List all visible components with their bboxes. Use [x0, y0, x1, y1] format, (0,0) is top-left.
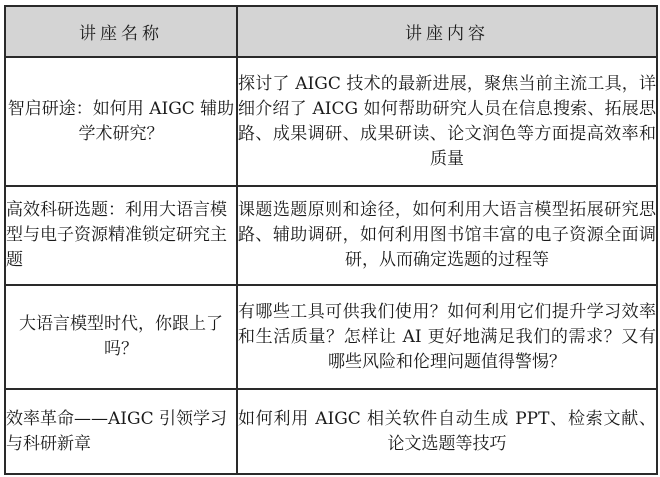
- lecture-content: 有哪些工具可供我们使用？如何利用它们提升学习效率和生活质量？怎样让 AI 更好地满足我们的需求？又有哪些风险和伦理问题值得警惕？: [238, 301, 656, 372]
- lecture-name: 效率革命——AIGC 引领学习与科研新章: [6, 408, 227, 454]
- table-row: [5, 285, 657, 389]
- lecture-content-cell: [237, 57, 657, 186]
- header-lecture-content: 讲座内容: [237, 6, 657, 57]
- lecture-content-cell: [237, 285, 657, 389]
- lecture-name-cell: [5, 186, 237, 285]
- lecture-name-cell: [5, 57, 237, 186]
- table-row: [5, 186, 657, 285]
- lecture-content-cell: [237, 389, 657, 474]
- lecture-table: [4, 5, 658, 475]
- lecture-name: 智启研途：如何用 AIGC 辅助学术研究？: [7, 98, 235, 144]
- lecture-name: 大语言模型时代，你跟上了吗？: [19, 314, 223, 359]
- lecture-content-cell: [237, 186, 657, 285]
- lecture-content: 如何利用 AIGC 相关软件自动生成 PPT、检索文献、论文选题等技巧: [238, 408, 656, 454]
- table-header-row: [5, 6, 657, 57]
- lecture-name: 高效科研选题：利用大语言模型与电子资源精准锁定研究主题: [6, 200, 227, 270]
- table-row: [5, 57, 657, 186]
- lecture-content: 探讨了 AIGC 技术的最新进展，聚焦当前主流工具，详细介绍了 AICG 如何帮助研究人员在信息搜索、拓展思路、成果调研、成果研读、论文润色等方面提高效率和质量: [238, 73, 656, 169]
- lecture-name-cell: [5, 285, 237, 389]
- lecture-content: 课题选题原则和途径，如何利用大语言模型拓展研究思路、辅助调研，如何利用图书馆丰富的电子资源全面调研，从而确定选题的过程等: [238, 200, 656, 270]
- table-row: [5, 389, 657, 474]
- lecture-name-cell: [5, 389, 237, 474]
- header-lecture-name: 讲座名称: [5, 6, 237, 57]
